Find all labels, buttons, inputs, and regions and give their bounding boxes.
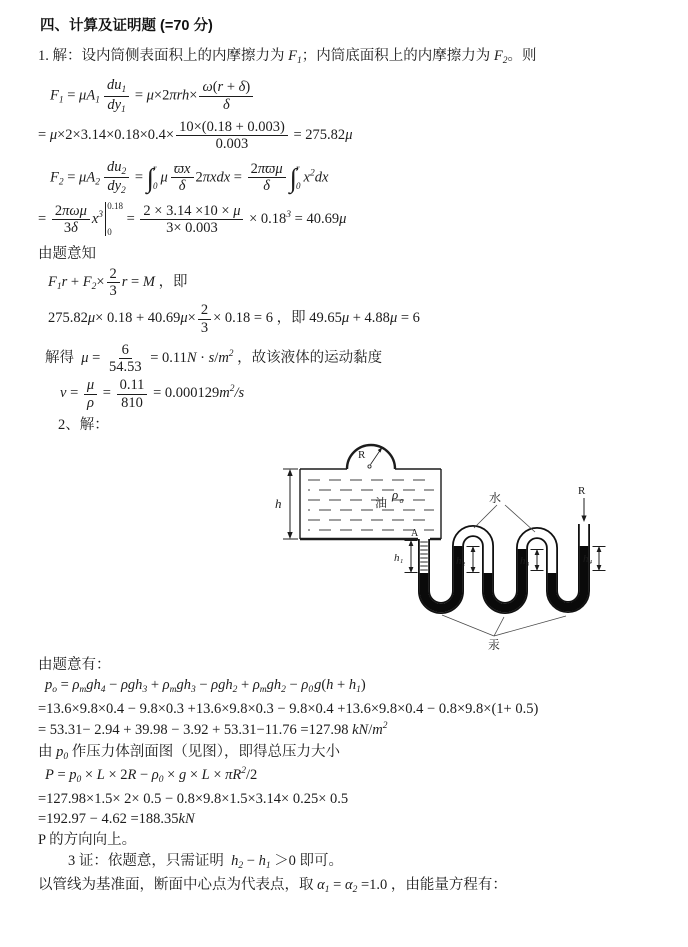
p2-body-note: 由 $p_0$ 作压力体剖面图（见图），即得总压力大小 [38, 744, 340, 763]
oil-density-sub: o [399, 495, 404, 505]
fraction: $\frac{2}{3}$ [107, 266, 120, 299]
p1-f1-formula: $F_1 = \mu A_1$ $\frac{du_1}{dy_1}$ = μ×2πrh× $\frac{\omega(r + \delta)}{\delta}$ [50, 77, 688, 115]
p1-f1-numeric: = μ×2×3.14×0.18×0.4× $\frac{10\times(0.18 + 0.003)}{0.003}$ = 275.82μ [38, 119, 353, 153]
p1-given: 由题意知 [38, 245, 96, 262]
gauge-r-arrow [581, 498, 586, 522]
h1-label: h₁ [394, 551, 404, 564]
dimension-h3 [531, 549, 544, 571]
tube-outline [424, 524, 584, 608]
water-label: 水 [489, 490, 502, 505]
oil-tank [300, 445, 441, 539]
p1-torque-numeric: 275.82μ× 0.18 + 40.69μ× $\frac{2}{3}$ × 0.18 = 6 ，即 49.65μ + 4.88μ = 6 [48, 302, 420, 336]
manometer-tube [420, 524, 584, 608]
fraction: $\frac{10\times(0.18 + 0.003)}{0.003}$ [176, 119, 288, 152]
integral: ∫ r 0 [146, 162, 158, 193]
fraction: $\frac{du_2}{dy_2}$ [104, 159, 129, 197]
p2-pressure-numeric1: =13.6×9.8×0.4 − 9.8×0.3 +13.6×9.8×0.3 − 9.8×0.4 +13.6×9.8×0.4 − 0.8×9.8×(1+ 0.5) [38, 700, 539, 717]
p1-f2-numeric: = $\frac{\text{2πωμ}}{3\delta}$ $x^3$ 0.18 0 = $\frac{2 \times 3.14 \times 10 \times \mu}{3\times 0.003}$ × $0.18^3 = 40.69\mu$ [38, 200, 347, 237]
h3-label: h₃ [520, 554, 530, 567]
fraction: $\frac{\text{2πϖμ}}{\delta}$ [248, 161, 286, 194]
fraction: $\frac{\mu}{\rho}$ [84, 377, 97, 410]
integral: ∫ r 0 [289, 162, 301, 193]
problem2-lines [0, 656, 688, 897]
oil-label: 油 [375, 495, 388, 510]
dimension-h1 [405, 540, 418, 573]
p2-direction: P 的方向向上。 [38, 832, 137, 849]
fraction: $\frac{6}{54.53}$ [108, 341, 142, 376]
p2-force-numeric2: =192.97 − 4.62 =188.35kN [38, 811, 195, 828]
fraction: $\frac{2 \times 3.14 \times 10 \times \mu}{3\times 0.003}$ [140, 203, 243, 236]
fraction: $\frac{0.11}{810}$ [117, 377, 148, 410]
dimension-h [283, 469, 298, 539]
gauge-r-label: R [578, 484, 586, 497]
fraction: $\frac{du_1}{dy_1}$ [104, 77, 129, 115]
p1-nu-result: ν = $\frac{\mu}{\rho}$ = $\frac{0.11}{810}$ = $0.000129m^2/s$ [60, 377, 245, 411]
dome-radius-label: R [358, 448, 366, 461]
oil-surface-dashes [308, 480, 434, 530]
p2-force-eq: $P = p_0 \times L \times 2R - \rho_0 \times g \times L \times \pi R^2/2$ [45, 766, 258, 786]
p2-pressure-eq: $p_o = \rho_mgh_4 - \rho gh_3 + \rho_mgh_3 - \rho gh_2 + \rho_mgh_2 - \rho_0g(h + h_1)$ [45, 677, 366, 696]
fraction: $\frac{\text{2πωμ}}{3\delta}$ [52, 203, 90, 236]
p2-pressure-numeric2: = 53.31− 2.94 + 39.98 − 3.92 + 53.31−11.76 =127.98 $kN/m^2$ [38, 721, 388, 739]
p3-datum: 以管线为基准面，断面中心点为代表点，取 $\alpha_1 = \alpha_2 =1.0$ ，由能量方程有： [38, 877, 507, 896]
fraction: $\frac{2}{3}$ [198, 302, 211, 335]
tube-bore [424, 524, 584, 608]
p1-mu-result: 解得 μ = $\frac{6}{54.53}$ = $0.11N \cdot s/m^2$ ，故该液体的运动黏度 [45, 341, 383, 376]
p2-header: 2、解： [58, 416, 109, 433]
fraction: $\frac{ϖx}{\delta}$ [171, 161, 194, 194]
p1-f2-formula: $F_2 = \mu A_2$ $\frac{du_2}{dy_2}$ = ∫ r 0 μ $\frac{ϖx}{\delta}$ 2πxdx = $\frac{\text{2πϖμ}}{\delta}$ ∫ r 0 $x^2dx$ [50, 158, 329, 197]
oil-density-label: ρ [392, 486, 399, 502]
p2-given: 由题意有： [38, 656, 111, 673]
dimension-h4 [593, 546, 606, 571]
dimension-h2 [467, 546, 480, 573]
h2-label: h₂ [456, 554, 466, 567]
mercury-label: 汞 [488, 637, 501, 652]
h4-label: h₄ [583, 552, 593, 565]
problem2-diagram [268, 436, 688, 656]
mercury-leader-lines [442, 615, 566, 636]
problem1-lines [0, 47, 688, 434]
section-title: 四、计算及证明题 (=70 分) [40, 18, 213, 34]
manometer-figure [268, 436, 688, 656]
p1-torque-eq: $F_1r + F_2\times$ $\frac{2}{3}$ r = M ，即 [48, 265, 188, 300]
p2-force-numeric1: =127.98×1.5× 2× 0.5 − 0.8×9.8×1.5×3.14× 0.25× 0.5 [38, 790, 349, 807]
p1-intro: 1. 解：设内筒侧表面积上的内摩擦力为 $F_1$；内筒底面积上的内摩擦力为 $F_2$。则 [38, 48, 537, 66]
p3-statement: 3 证：依题意，只需证明 $h_2 - h_1 >0$ 即可。 [68, 853, 344, 872]
point-a-label: A [411, 527, 419, 539]
fraction: $\frac{\omega(r + \delta)}{\delta}$ [199, 79, 253, 112]
tank-depth-label: h [275, 495, 282, 511]
evaluation-bar: 0.18 0 [103, 201, 123, 238]
